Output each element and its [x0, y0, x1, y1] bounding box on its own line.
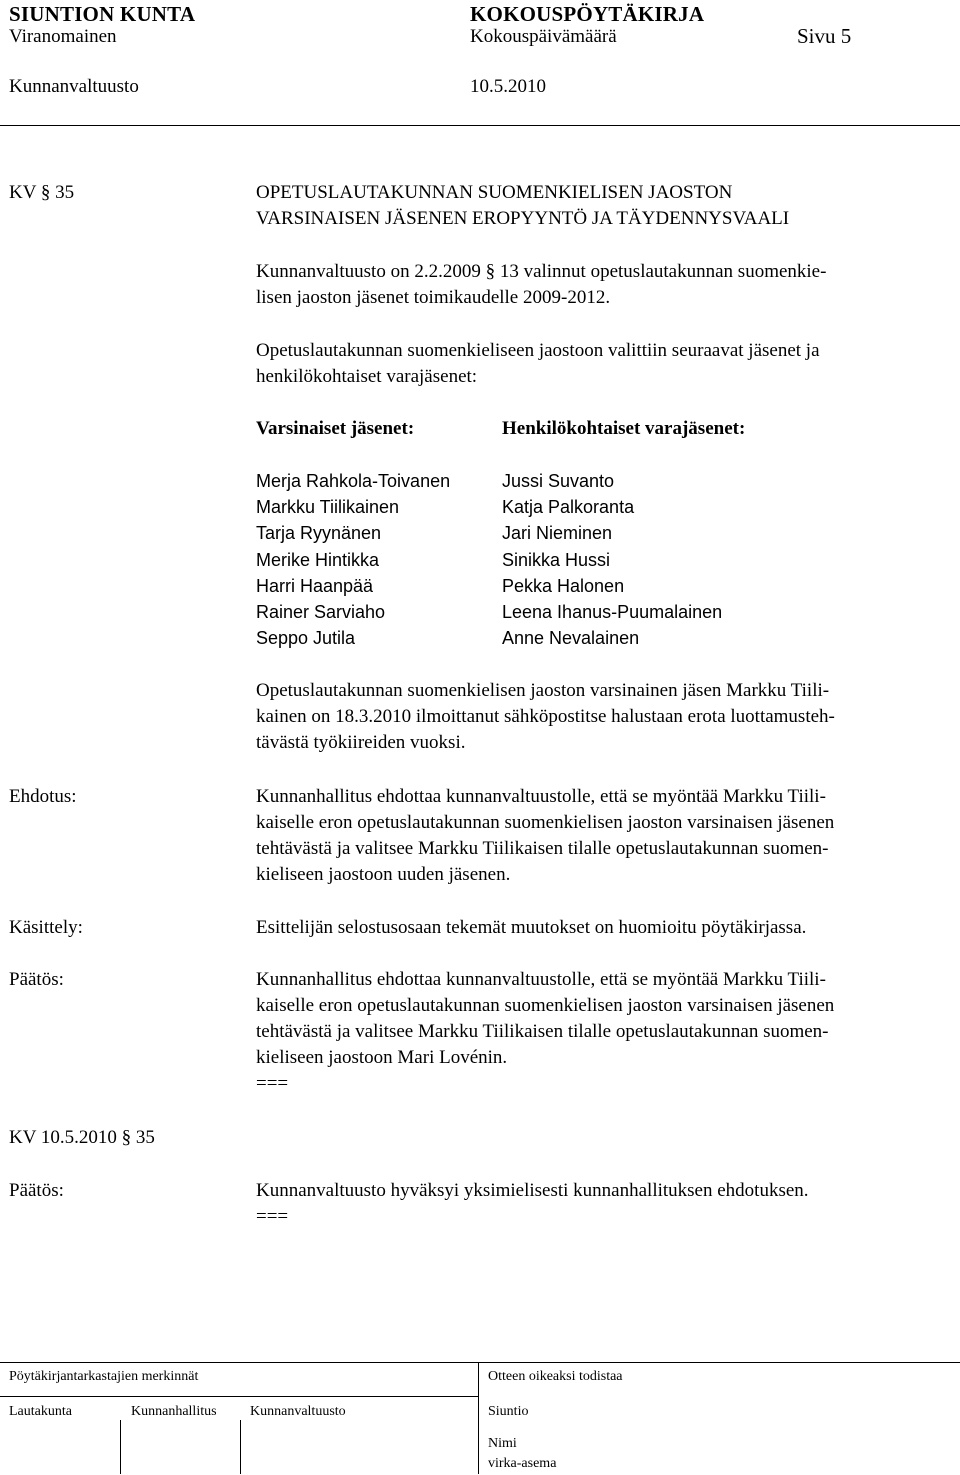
deputy-name: Sinikka Hussi: [502, 549, 611, 570]
resignation-line: tävästä työkiireiden vuoksi.: [256, 732, 466, 753]
member-name: Merja Rahkola-Toivanen: [256, 471, 451, 491]
deputy-name: Jari Nieminen: [502, 523, 613, 544]
footer-divider: [478, 1362, 479, 1474]
proposal-line: Kunnanhallitus ehdottaa kunnanvaltuustolle, että se myöntää Markku Tiili-: [256, 786, 826, 807]
deputies-header: Henkilökohtaiset varajäsenet:: [502, 418, 746, 439]
section-title-line-2: VARSINAISEN JÄSENEN EROPYYNTÖ JA TÄYDENNYSVAALI: [256, 208, 790, 229]
org-name: SIUNTION KUNTA: [9, 2, 196, 26]
decision-line: kaiselle eron opetuslautakunnan suomenkielisen jaoston varsinaisen jäsenen: [256, 995, 835, 1016]
members-list: [256, 468, 450, 651]
handling-label: Käsittely:: [9, 917, 83, 938]
proposal-paragraph: [256, 784, 834, 888]
decision-line: tehtävästä ja valitsee Markku Tiilikaisen tilalle opetuslautakunnan suomen-: [256, 1021, 829, 1042]
resignation-line: kainen on 18.3.2010 ilmoittanut sähköpostitse halustaan erota luottamusteh-: [256, 706, 835, 727]
member-name: Merike Hintikka: [256, 549, 380, 570]
intro-line: lisen jaoston jäsenet toimikaudelle 2009-2012.: [256, 287, 611, 308]
deputy-name: Jussi Suvanto: [502, 471, 615, 491]
date-label: Kokouspäivämäärä: [470, 26, 617, 47]
deputy-name: Katja Palkoranta: [502, 497, 635, 518]
section-number: KV § 35: [9, 182, 75, 203]
deputy-name: Pekka Halonen: [502, 575, 625, 596]
intro-paragraph: [256, 259, 826, 311]
body-kunnanvaltuusto: Kunnanvaltuusto: [250, 1404, 346, 1419]
footer-col-rule: [240, 1420, 241, 1474]
header-rule: [0, 125, 960, 126]
elected-line: henkilökohtaiset varajäsenet:: [256, 366, 478, 387]
resignation-paragraph: [256, 678, 835, 756]
deputy-name: Leena Ihanus-Puumalainen: [502, 602, 723, 623]
handling-text: Esittelijän selostusosaan tekemät muutokset on huomioitu pöytäkirjassa.: [256, 917, 807, 938]
member-name: Seppo Jutila: [256, 628, 356, 649]
kv-reference: KV 10.5.2010 § 35: [9, 1127, 155, 1148]
elected-paragraph: [256, 338, 820, 390]
section-title-line-1: OPETUSLAUTAKUNNAN SUOMENKIELISEN JAOSTON: [256, 182, 733, 203]
deputies-list: [502, 468, 722, 651]
kv-decision-text: Kunnanvaltuusto hyväksyi yksimielisesti kunnanhallituksen ehdotuksen.: [256, 1180, 809, 1201]
decision-label: Päätös:: [9, 969, 64, 990]
resignation-line: Opetuslautakunnan suomenkielisen jaoston varsinainen jäsen Markku Tiili-: [256, 680, 830, 701]
certified-label: Otteen oikeaksi todistaa: [488, 1369, 623, 1384]
member-name: Rainer Sarviaho: [256, 602, 386, 623]
decision-line: Kunnanhallitus ehdottaa kunnanvaltuustolle, että se myöntää Markku Tiili-: [256, 969, 826, 990]
footer-name-label: Nimi: [488, 1436, 517, 1451]
decision-paragraph: [256, 967, 834, 1097]
intro-line: Kunnanvaltuusto on 2.2.2009 § 13 valinnut opetuslautakunnan suomenkie-: [256, 261, 827, 282]
kv-decision-paragraph: [256, 1178, 809, 1230]
proposal-label: Ehdotus:: [9, 786, 77, 807]
member-name: Markku Tiilikainen: [256, 497, 400, 518]
deputy-name: Anne Nevalainen: [502, 628, 640, 649]
document-type: KOKOUSPÖYTÄKIRJA: [470, 2, 705, 26]
footer-top-rule: [0, 1362, 960, 1363]
checkers-label: Pöytäkirjantarkastajien merkinnät: [9, 1369, 199, 1384]
footer-place: Siuntio: [488, 1404, 529, 1419]
body-kunnanhallitus: Kunnanhallitus: [131, 1404, 217, 1419]
body-lautakunta: Lautakunta: [9, 1404, 72, 1419]
proposal-line: tehtävästä ja valitsee Markku Tiilikaisen tilalle opetuslautakunnan suomen-: [256, 838, 829, 859]
decision-separator: ===: [256, 1073, 289, 1094]
page-number: Sivu 5: [797, 24, 852, 48]
members-header: Varsinaiset jäsenet:: [256, 418, 415, 439]
authority-label: Viranomainen: [9, 26, 117, 47]
kv-decision-separator: ===: [256, 1206, 289, 1227]
proposal-line: kieliseen jaostoon uuden jäsenen.: [256, 864, 511, 885]
proposal-line: kaiselle eron opetuslautakunnan suomenkielisen jaoston varsinaisen jäsenen: [256, 812, 835, 833]
footer-position-label: virka-asema: [488, 1456, 557, 1471]
member-name: Tarja Ryynänen: [256, 523, 382, 544]
footer-col-rule: [120, 1420, 121, 1474]
member-name: Harri Haanpää: [256, 575, 374, 596]
kv-decision-label: Päätös:: [9, 1180, 64, 1201]
footer-bodies-rule: [0, 1396, 478, 1397]
meeting-date: 10.5.2010: [470, 76, 546, 97]
elected-line: Opetuslautakunnan suomenkieliseen jaostoon valittiin seuraavat jäsenet ja: [256, 340, 820, 361]
decision-line: kieliseen jaostoon Mari Lovénin.: [256, 1047, 508, 1068]
authority-name: Kunnanvaltuusto: [9, 76, 139, 97]
